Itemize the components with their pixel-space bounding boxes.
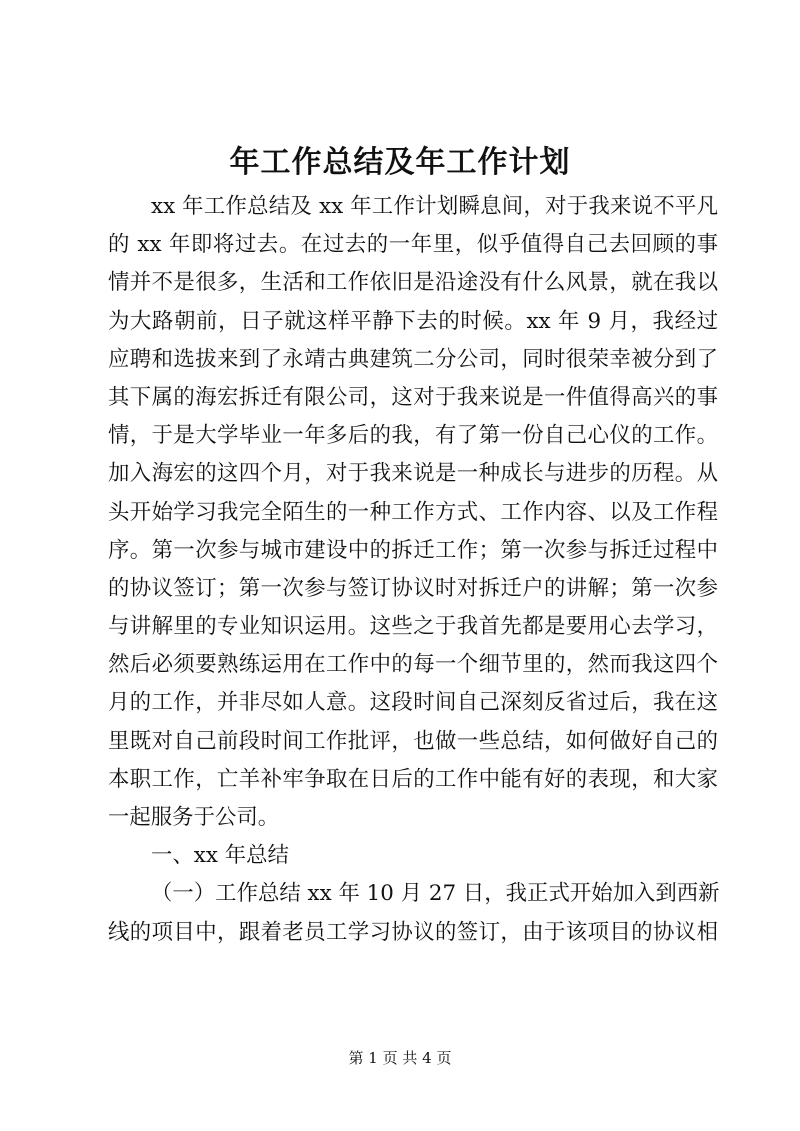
paragraph-line: 的 xx 年即将过去。在过去的一年里，似乎值得自己去回顾的事: [108, 232, 718, 258]
paragraph-line: 一起服务于公司。: [108, 805, 280, 830]
paragraph-line: 为大路朝前，日子就这样平静下去的时候。xx 年 9 月，我经过: [108, 308, 718, 334]
paragraph-line: （一）工作总结 xx 年 10 月 27 日，我正式开始加入到西新: [151, 881, 720, 907]
paragraph-line: 其下属的海宏拆迁有限公司，这对于我来说是一件值得高兴的事: [108, 384, 718, 410]
document-body: [108, 188, 718, 952]
page-footer: 第 1 页 共 4 页: [348, 1049, 452, 1067]
paragraph-line: 应聘和选拔来到了永靖古典建筑二分公司，同时很荣幸被分到了: [108, 346, 718, 372]
paragraph-line: xx 年工作总结及 xx 年工作计划瞬息间，对于我来说不平凡: [151, 194, 718, 219]
paragraph-line: 里既对自己前段时间工作批评，也做一些总结，如何做好自己的: [108, 728, 718, 754]
paragraph-line: 情，于是大学毕业一年多后的我，有了第一份自己心仪的工作。: [108, 423, 718, 449]
paragraph-line: 序。第一次参与城市建设中的拆迁工作；第一次参与拆迁过程中: [108, 537, 718, 563]
paragraph-line: 线的项目中，跟着老员工学习协议的签订，由于该项目的协议相: [108, 919, 718, 945]
paragraph-line: 然后必须要熟练运用在工作中的每一个细节里的，然而我这四个: [108, 652, 718, 678]
paragraph-line: 与讲解里的专业知识运用。这些之于我首先都是要用心去学习，: [108, 614, 718, 640]
paragraph-line: 头开始学习我完全陌生的一种工作方式、工作内容、以及工作程: [108, 499, 718, 525]
paragraph-line: 情并不是很多，生活和工作依旧是沿途没有什么风景，就在我以: [108, 270, 718, 296]
paragraph-line: 月的工作，并非尽如人意。这段时间自己深刻反省过后，我在这: [108, 690, 718, 716]
paragraph-line: 本职工作，亡羊补牢争取在日后的工作中能有好的表现，和大家: [108, 766, 718, 792]
paragraph-line: 加入海宏的这四个月，对于我来说是一种成长与进步的历程。从: [108, 461, 718, 487]
section-heading: 一、xx 年总结: [151, 843, 289, 869]
document-title: 年工作总结及年工作计划: [229, 145, 571, 180]
paragraph-line: 的协议签订；第一次参与签订协议时对拆迁户的讲解；第一次参: [108, 575, 718, 601]
